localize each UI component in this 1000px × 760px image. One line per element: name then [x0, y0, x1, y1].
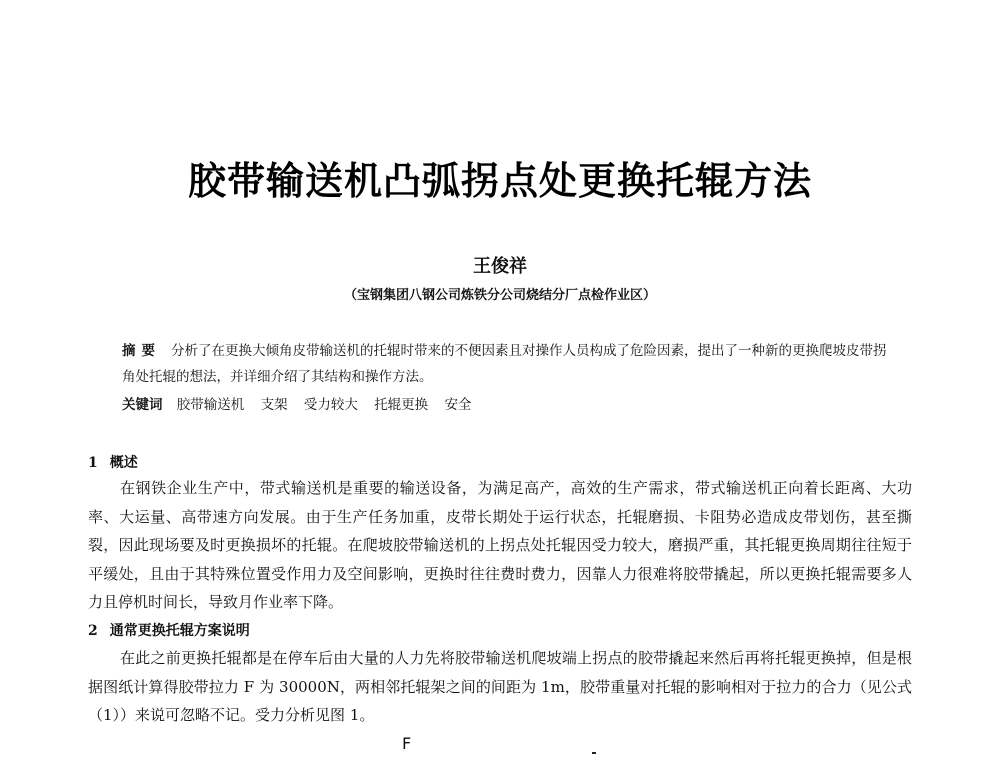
keywords-label: 关键词: [122, 397, 163, 413]
author-affiliation: （宝钢集团八钢公司炼铁分公司烧结分厂点检作业区）: [343, 288, 656, 303]
keyword: 胶带输送机: [176, 397, 245, 413]
figure-fragment: [592, 752, 596, 754]
abstract-text: 分析了在更换大倾角皮带输送机的托辊时带来的不便因素且对操作人员构成了危险因素，提出了一种新的更换爬坡皮带拐角处托辊的想法，并详细介绍了其结构和操作方法。: [122, 343, 887, 385]
keyword: 受力较大: [303, 397, 358, 413]
keyword: 安全: [444, 397, 472, 413]
section-number: 2: [88, 623, 98, 639]
section-2-paragraph: 在此之前更换托辊都是在停车后由大量的人力先将胶带输送机爬坡端上拐点的胶带撬起来然后再将托辊更换掉，但是根据图纸计算得胶带拉力 F 为 30000N，两相邻托辊架之间的间距为 1m，胶带重量对托辊的影响相对于拉力的合力（见公式（1））来说可忽略不记。受力分析见图 1。: [88, 649, 912, 725]
abstract: [122, 338, 892, 390]
keyword: 支架: [260, 397, 288, 413]
abstract-label: 摘要: [122, 343, 161, 359]
keywords: [122, 392, 892, 418]
section-title: 通常更换托辊方案说明: [109, 623, 250, 639]
keyword: 托辊更换: [374, 397, 429, 413]
section-1-heading: [88, 452, 138, 472]
figure-force-label: F: [402, 734, 412, 753]
section-title: 概述: [109, 455, 138, 471]
section-number: 1: [88, 455, 98, 471]
section-1-paragraph: 在钢铁企业生产中，带式输送机是重要的输送设备，为满足高产，高效的生产需求，带式输送机正向着长距离、大功率、大运量、高带速方向发展。由于生产任务加重，皮带长期处于运行状态，托辊磨损、卡阻势必造成皮带划伤，甚至撕裂，因此现场要及时更换损坏的托辊。在爬坡胶带输送机的上拐点处托辊因受力较大，磨损严重，其托辊更换周期往往短于平缓处，且由于其特殊位置受作用力及空间影响，更换时往往费时费力，因靠人力很难将胶带撬起，所以更换托辊需要多人力且停机时间长，导致月作业率下降。: [88, 479, 912, 612]
paper-title: 胶带输送机凸弧拐点处更换托辊方法: [187, 158, 812, 203]
section-2-heading: [88, 620, 250, 640]
author-name: 王俊祥: [473, 256, 527, 277]
